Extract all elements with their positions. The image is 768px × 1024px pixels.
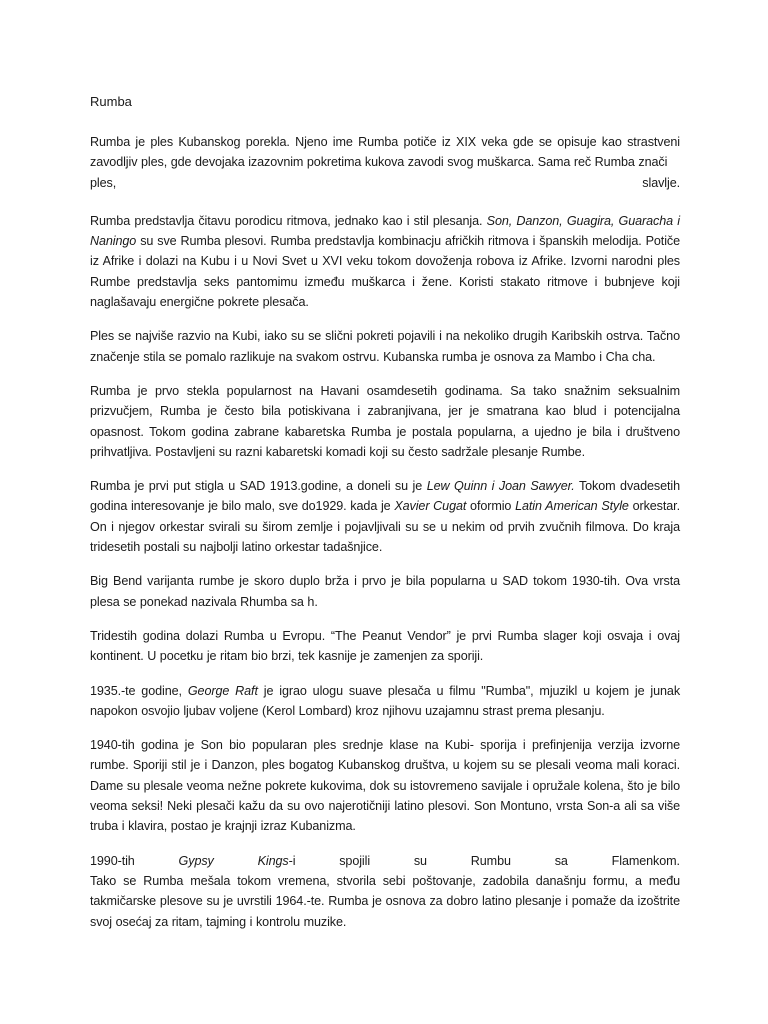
paragraph-10-first-line: [90, 851, 680, 871]
paragraph-5-italic-3: Latin American Style: [515, 499, 629, 514]
paragraph-10-word-6: Rumbu: [470, 853, 511, 868]
paragraph-2-italic: Son, Danzon, Guagira, Guaracha i Naningo: [90, 213, 680, 249]
paragraph-1-last-right: slavlje.: [642, 175, 680, 190]
paragraph-10-word-7: sa: [554, 853, 568, 868]
paragraph-10-word-8: Flamenkom.: [611, 853, 680, 868]
paragraph-1-last-left: ples,: [90, 175, 117, 190]
paragraph-2: [90, 211, 680, 312]
paragraph-2-before: Rumba predstavlja čitavu porodicu ritmova, jednako kao i stil plesanja.: [90, 213, 487, 228]
paragraph-10: [90, 851, 680, 932]
paragraph-6: Big Bend varijanta rumbe je skoro duplo brža i prvo je bila popularna u SAD tokom 1930-tih. Ova vrsta plesa se ponekad nazivala Rhumba sa h.: [90, 574, 680, 609]
paragraph-5-d: orkestar. On i njegov orkestar svirali su širom zemlje i pojavljivali su se u nekim od prvih zvučnih filmova. Do kraja tridesetih postali su najbolji latino orkestar tadašnjice.: [90, 499, 680, 555]
document-title: Rumba: [90, 94, 132, 109]
paragraph-10-word-5: su: [413, 853, 427, 868]
paragraph-5-italic-1: Lew Quinn i Joan Sawyer.: [426, 479, 575, 494]
paragraph-10-word-3-italic: Kings: [257, 853, 289, 868]
paragraph-10-word-3-suffix: -i: [288, 853, 296, 868]
paragraph-10-word-2: Gypsy: [178, 853, 214, 868]
paragraph-10-rest: Tako se Rumba mešala tokom vremena, stvorila sebi poštovanje, zadobila današnju formu, a među takmičarske plesove su je uvrstili 1964.-te. Rumba je osnova za dobro latino plesanje i pomaže da izoštrite svoj osećaj za ritam, tajming i kontrolu muzike.: [90, 873, 680, 929]
paragraph-10-word-4: spojili: [339, 853, 371, 868]
paragraph-8-a: 1935.-te godine,: [90, 683, 188, 698]
paragraph-2-after: su sve Rumba plesovi. Rumba predstavlja kombinacju afričkih ritmova i španskih melodija. Potiče iz Afrike i dolazi na Kubu i u Novi Svet u XVI veku tokom dovoženja robova iz Afrike. Izvorni narodni ples Rumbe predstavlja seks pantomimu između muškarca i žene. Koristi stakato ritmove i bubnjeve koji naglašavaju energične pokrete plesača.: [90, 234, 680, 310]
paragraph-5-b: Tokom dvadesetih godina interesovanje je bilo malo, sve do1929. kada je: [90, 479, 680, 514]
paragraph-8: [90, 681, 680, 722]
paragraph-9: 1940-tih godina je Son bio popularan ples srednje klase na Kubi- sporija i prefinjenija verzija izvorne rumbe. Sporiji stil je i Danzon, ples bogatog Kubanskog društva, u kojem su se plesali veoma mali koraci. Dame su plesale veoma nežne pokrete kukovima, dok su istovremeno savijale i opružale kolena, što je bilo veoma seksi! Neki plesači kažu da su ovo najerotičniji latino plesovi. Son Montuno, vrsta Son-a ali sa više truba i klavira, postao je krajnji izraz Kubanizma.: [90, 738, 680, 834]
paragraph-8-italic: George Raft: [187, 683, 258, 698]
paragraph-5-italic-2: Xavier Cugat: [394, 499, 467, 514]
paragraph-5-a: Rumba je prvi put stigla u SAD 1913.godine, a doneli su je: [90, 479, 427, 494]
paragraph-7: Tridestih godina dolazi Rumba u Evropu. “The Peanut Vendor” je prvi Rumba slager koji osvaja i ovaj kontinent. U pocetku je ritam bio brzi, tek kasnije je zamenjen za sporiji.: [90, 628, 680, 664]
paragraph-1-text: Rumba je ples Kubanskog porekla. Njeno ime Rumba potiče iz XIX veka gde se opisuje kao strastveni zavodljiv ples, gde devojaka izazovnim pokretima kukova zavodi svog muškarca. Sama reč Rumba znači: [90, 135, 680, 170]
paragraph-10-word-1: 1990-tih: [90, 853, 135, 868]
paragraph-5: [90, 476, 680, 557]
paragraph-1: [90, 132, 680, 193]
paragraph-10-word-3: [258, 851, 296, 871]
paragraph-5-c: oformio: [466, 499, 516, 514]
paragraph-3: Ples se najviše razvio na Kubi, iako su se slični pokreti pojavili i na nekoliko drugih Karibskih ostrva. Tačno značenje stila se pomalo razlikuje na svakom ostrvu. Kubanska rumba je osnova za Mambo i Cha cha.: [90, 329, 680, 364]
paragraph-4: Rumba je prvo stekla popularnost na Havani osamdesetih godinama. Sa tako snažnim seksualnim prizvučjem, Rumba je često bila potiskivana i zabranjivana, jer je smatrana kao blud i potencijalna opasnost. Tokom godina zabrane kabaretska Rumba je postala popularna, a ujedno je bila i društveno prihvatljiva. Postavljeni su razni kabaretski komadi koji su često sadržale plesanje Rumbe.: [90, 383, 680, 459]
paragraph-1-last-line: [90, 173, 680, 193]
paragraph-8-b: je igrao ulogu suave plesača u filmu "Rumba", mjuzikl u kojem je junak napokon osvojio ljubav voljene (Kerol Lombard) kroz njihovu uzajamnu strast prema plesanju.: [90, 683, 681, 718]
